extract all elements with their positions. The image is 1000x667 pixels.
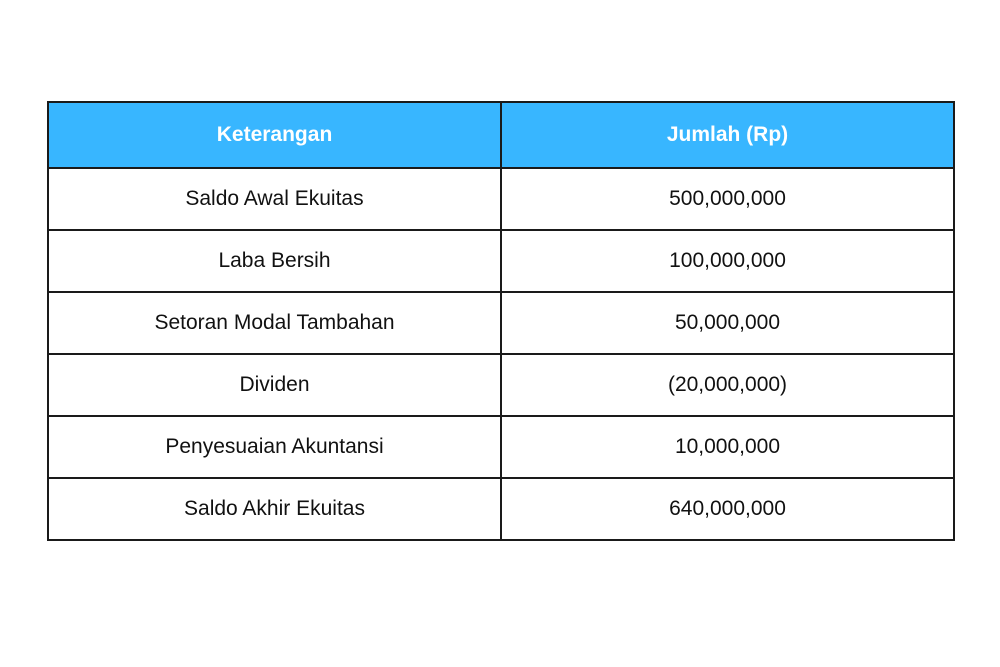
- table-header-row: [48, 102, 954, 168]
- row-label: Saldo Awal Ekuitas: [48, 168, 501, 230]
- row-amount: 50,000,000: [501, 292, 954, 354]
- header-keterangan: Keterangan: [48, 102, 501, 168]
- row-label: Dividen: [48, 354, 501, 416]
- table-row: [48, 354, 954, 416]
- row-label: Penyesuaian Akuntansi: [48, 416, 501, 478]
- table-row: [48, 168, 954, 230]
- table-row: [48, 230, 954, 292]
- row-amount: 500,000,000: [501, 168, 954, 230]
- table-row: [48, 292, 954, 354]
- header-jumlah: Jumlah (Rp): [501, 102, 954, 168]
- row-amount: 640,000,000: [501, 478, 954, 540]
- table-row: [48, 478, 954, 540]
- row-amount: (20,000,000): [501, 354, 954, 416]
- row-amount: 100,000,000: [501, 230, 954, 292]
- row-label: Laba Bersih: [48, 230, 501, 292]
- row-label: Saldo Akhir Ekuitas: [48, 478, 501, 540]
- row-amount: 10,000,000: [501, 416, 954, 478]
- row-label: Setoran Modal Tambahan: [48, 292, 501, 354]
- equity-table: [47, 101, 955, 541]
- table-row: [48, 416, 954, 478]
